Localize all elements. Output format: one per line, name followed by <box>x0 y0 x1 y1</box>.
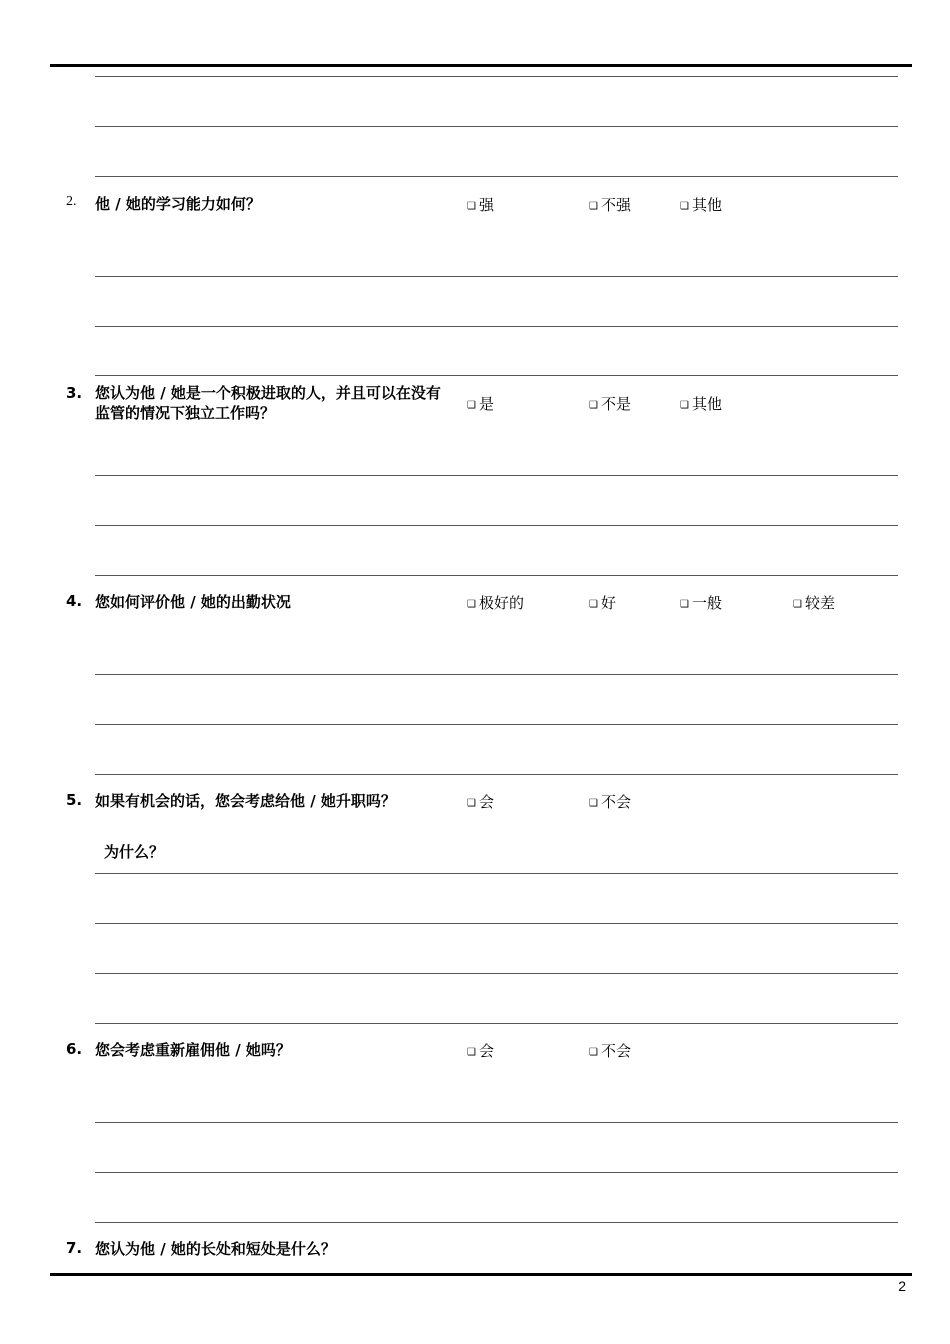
question-text: 您认为他 / 她的长处和短处是什么？ <box>95 1240 336 1258</box>
question-number: 7. <box>66 1239 83 1257</box>
question-text: 他 / 她的学习能力如何？ <box>95 195 261 213</box>
question-number: 4. <box>66 592 83 610</box>
answer-line <box>95 1023 898 1024</box>
checkbox-icon[interactable]: ❑ <box>589 798 598 809</box>
bottom-rule <box>50 1273 912 1276</box>
question-6 <box>0 1040 950 1100</box>
option-checkbox[interactable]: ❑ 不是 <box>589 395 631 413</box>
answer-line <box>95 276 898 277</box>
option-checkbox[interactable]: ❑ 其他 <box>680 196 722 214</box>
question-text: 您认为他 / 她是一个积极进取的人，并且可以在没有监管的情况下独立工作吗？ <box>95 384 441 422</box>
answer-line <box>95 674 898 675</box>
answer-line <box>95 1222 898 1223</box>
option-checkbox[interactable]: ❑ 一般 <box>680 594 722 612</box>
option-checkbox[interactable]: ❑ 不会 <box>589 793 631 811</box>
answer-line <box>95 774 898 775</box>
checkbox-icon[interactable]: ❑ <box>680 201 689 212</box>
option-checkbox[interactable]: ❑ 是 <box>467 395 494 413</box>
option-checkbox[interactable]: ❑ 其他 <box>680 395 722 413</box>
option-checkbox[interactable]: ❑ 会 <box>467 1042 494 1060</box>
checkbox-icon[interactable]: ❑ <box>467 599 476 610</box>
answer-line <box>95 176 898 177</box>
answer-line <box>95 1122 898 1123</box>
answer-line <box>95 525 898 526</box>
question-text: 您会考虑重新雇佣他 / 她吗？ <box>95 1041 291 1059</box>
checkbox-icon[interactable]: ❑ <box>793 599 802 610</box>
answer-line <box>95 923 898 924</box>
question-7 <box>0 1239 950 1263</box>
question-text: 您如何评价他 / 她的出勤状况 <box>95 593 291 611</box>
checkbox-icon[interactable]: ❑ <box>680 400 689 411</box>
option-checkbox[interactable]: ❑ 较差 <box>793 594 835 612</box>
question-number: 3. <box>66 384 83 402</box>
option-checkbox[interactable]: ❑ 极好的 <box>467 594 524 612</box>
question-number: 5. <box>66 791 83 809</box>
question-number: 2. <box>66 194 77 209</box>
answer-line <box>95 326 898 327</box>
question-2 <box>0 194 950 254</box>
checkbox-icon[interactable]: ❑ <box>589 599 598 610</box>
checkbox-icon[interactable]: ❑ <box>589 201 598 212</box>
checkbox-icon[interactable]: ❑ <box>589 400 598 411</box>
answer-line <box>95 1172 898 1173</box>
page-number: 2 <box>898 1278 906 1294</box>
top-rule <box>50 64 912 67</box>
option-checkbox[interactable]: ❑ 强 <box>467 196 494 214</box>
option-checkbox[interactable]: ❑ 不强 <box>589 196 631 214</box>
option-checkbox[interactable]: ❑ 不会 <box>589 1042 631 1060</box>
option-checkbox[interactable]: ❑ 好 <box>589 594 616 612</box>
answer-line <box>95 475 898 476</box>
option-checkbox[interactable]: ❑ 会 <box>467 793 494 811</box>
checkbox-icon[interactable]: ❑ <box>467 1047 476 1058</box>
answer-line <box>95 873 898 874</box>
checkbox-icon[interactable]: ❑ <box>680 599 689 610</box>
checkbox-icon[interactable]: ❑ <box>467 400 476 411</box>
checkbox-icon[interactable]: ❑ <box>589 1047 598 1058</box>
answer-line <box>95 76 898 77</box>
question-number: 6. <box>66 1040 83 1058</box>
question-4 <box>0 592 950 652</box>
question-3 <box>0 383 950 443</box>
followup-question: 为什么？ <box>104 843 165 861</box>
question-text: 如果有机会的话，您会考虑给他 / 她升职吗？ <box>95 792 396 810</box>
answer-line <box>95 375 898 376</box>
answer-line <box>95 973 898 974</box>
checkbox-icon[interactable]: ❑ <box>467 798 476 809</box>
answer-line <box>95 724 898 725</box>
checkbox-icon[interactable]: ❑ <box>467 201 476 212</box>
answer-line <box>95 126 898 127</box>
answer-line <box>95 575 898 576</box>
